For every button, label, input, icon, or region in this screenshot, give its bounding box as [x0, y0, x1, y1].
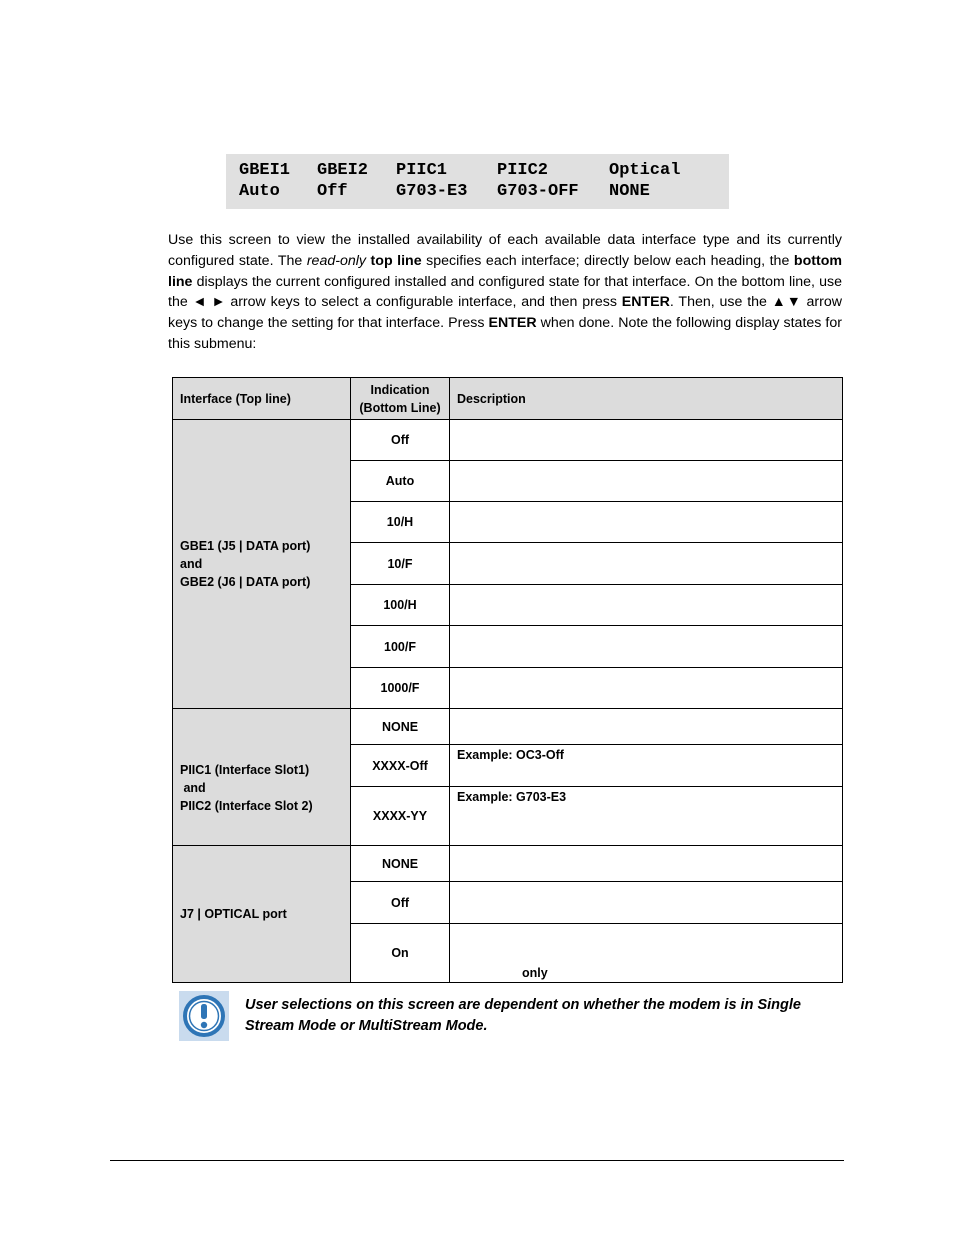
para-text-5: . Then, use the ▲▼ arrow keys to change the setting for that interface. Press [168, 294, 842, 332]
lcd-bottom-piic1: G703-E3 [396, 182, 468, 201]
description-cell [450, 626, 843, 668]
indication-cell: NONE [351, 846, 450, 882]
lcd-top-piic2: PIIC2 [497, 161, 549, 180]
display-states-table [172, 377, 843, 983]
piic-label-1: PIIC1 (Interface Slot1) [180, 763, 310, 777]
para-text-3: specifies each interface; directly below each heading, the [421, 252, 794, 269]
lcd-top-piic1: PIIC1 [396, 161, 448, 180]
description-cell [450, 420, 843, 461]
para-text-4: displays the current configured installed and configured state for that interface. On the bottom line, use the ◄ ► arrow keys to select a configurable interface, and then press [168, 273, 842, 311]
indication-cell: NONE [351, 709, 450, 745]
table-row [173, 846, 843, 882]
description-cell [450, 585, 843, 626]
lcd-top-line [226, 160, 681, 182]
lcd-display [226, 154, 729, 209]
description-cell [450, 709, 843, 745]
description-cell [450, 543, 843, 585]
para-top-line: top line [370, 252, 422, 269]
piic-interface-cell [173, 709, 351, 846]
lcd-bottom-piic2: G703-OFF [497, 182, 579, 201]
indication-cell: 1000/F [351, 668, 450, 709]
indication-cell: Auto [351, 461, 450, 502]
header-indication [351, 378, 450, 420]
gbe-interface-cell [173, 420, 351, 709]
indication-cell: 100/H [351, 585, 450, 626]
gbe-label-2: and [180, 557, 203, 571]
indication-cell: On [351, 924, 450, 983]
description-cell [450, 502, 843, 543]
lcd-top-gbei2: GBEI2 [317, 161, 369, 180]
note-text: User selections on this screen are dependent on whether the modem is in Single Stream Mode or MultiStream Mode. [245, 997, 801, 1034]
para-enter-2: ENTER [488, 315, 537, 332]
header-interface: Interface (Top line) [173, 378, 351, 420]
table-row [173, 420, 843, 461]
para-text-6: when done. Note the following display states for this submenu: [168, 315, 842, 352]
description-cell [450, 461, 843, 502]
para-text-1: Use this screen to view the installed availability of each available data interface type and its currently configured state. The [168, 232, 842, 269]
indication-cell: XXXX-YY [351, 787, 450, 846]
indication-cell: XXXX-Off [351, 745, 450, 787]
optical-interface-cell: J7 | OPTICAL port [173, 846, 351, 983]
lcd-top-gbei1: GBEI1 [239, 161, 291, 180]
description-cell [450, 882, 843, 924]
piic-label-2: and [180, 781, 206, 795]
para-enter-1: ENTER [621, 294, 670, 311]
header-description: Description [450, 378, 843, 420]
indication-cell: Off [351, 420, 450, 461]
table-header-row [173, 378, 843, 420]
lcd-bottom-line [226, 181, 650, 203]
gbe-label-1: GBE1 (J5 | DATA port) [180, 539, 311, 553]
lcd-bottom-gbei1: Auto [239, 182, 280, 201]
header-indication-line-2: (Bottom Line) [359, 400, 441, 415]
info-exclamation-icon [179, 991, 229, 1041]
lcd-bottom-optical: NONE [609, 182, 650, 201]
header-indication-line-1: Indication [370, 382, 430, 397]
description-cell: only [450, 924, 843, 983]
indication-cell: 10/F [351, 543, 450, 585]
table-row [173, 709, 843, 745]
lcd-bottom-gbei2: Off [317, 182, 348, 201]
description-cell [450, 668, 843, 709]
indication-cell: 10/H [351, 502, 450, 543]
description-cell: Example: OC3-Off [450, 745, 843, 787]
para-read-only: read-only [306, 252, 366, 269]
piic-label-3: PIIC2 (Interface Slot 2) [180, 799, 313, 813]
footer-divider [110, 1160, 844, 1161]
para-bottom-line: bottom line [168, 252, 842, 290]
description-cell: Example: G703-E3 [450, 787, 843, 846]
indication-cell: Off [351, 882, 450, 924]
indication-cell: 100/F [351, 626, 450, 668]
instructions-paragraph [168, 230, 842, 355]
lcd-top-optical: Optical [609, 161, 681, 180]
gbe-label-3: GBE2 (J6 | DATA port) [180, 575, 311, 589]
description-cell [450, 846, 843, 882]
